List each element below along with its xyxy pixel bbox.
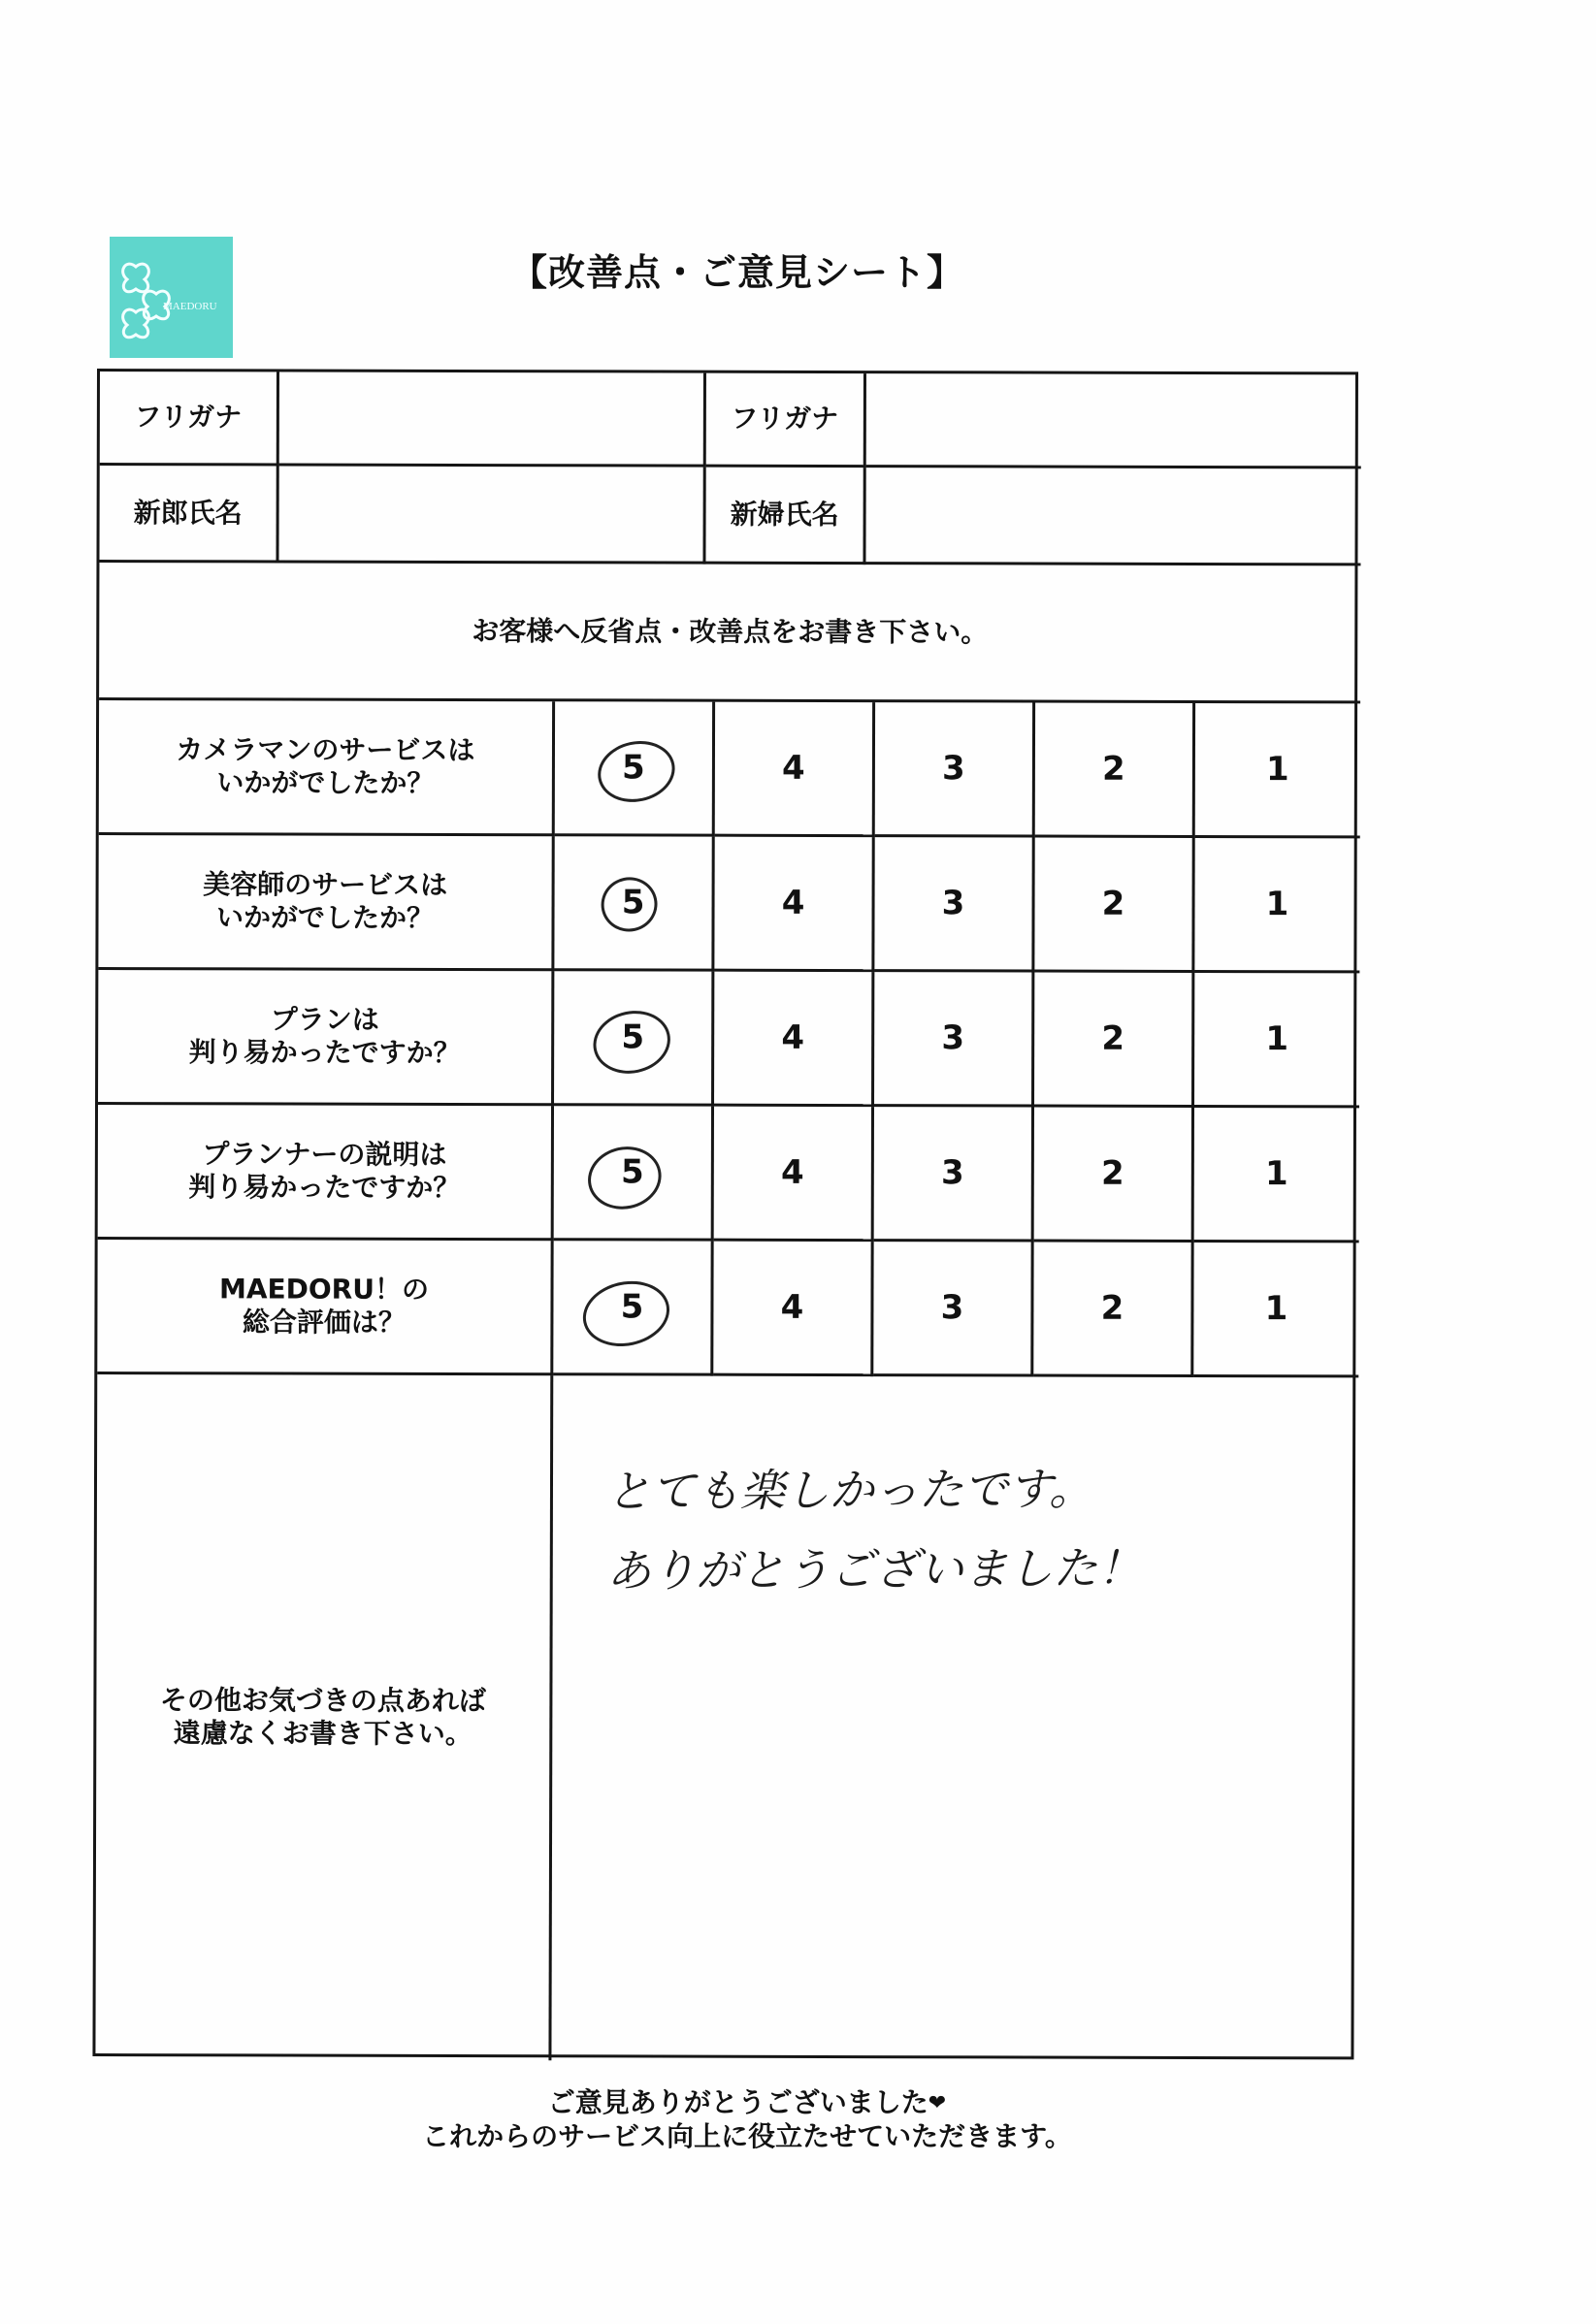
rating-option-4[interactable]: 4 [714,837,874,972]
rating-option-3[interactable]: 3 [873,1242,1033,1376]
question-label: MAEDORU！の 総合評価は？ [97,1240,553,1375]
rating-option-3[interactable]: 3 [874,837,1034,972]
rating-option-4[interactable]: 4 [714,1107,874,1242]
rating-option-5[interactable]: 5 [553,1241,713,1375]
question-label: プランは 判り易かったですか？ [98,970,554,1106]
instruction-text: お客様へ反省点・改善点をお書き下さい。 [99,563,1360,703]
rating-option-4[interactable]: 4 [715,702,875,837]
groom-name-label: 新郎氏名 [99,466,278,563]
rating-option-2[interactable]: 2 [1034,838,1194,973]
rating-option-5[interactable]: 5 [554,1106,714,1241]
rating-option-1[interactable]: 1 [1193,1243,1358,1377]
rating-option-1[interactable]: 1 [1194,838,1359,973]
rating-option-1[interactable]: 1 [1194,973,1359,1108]
rating-option-3[interactable]: 3 [874,1107,1034,1242]
rating-option-3[interactable]: 3 [874,972,1034,1107]
footer-line-2: これからのサービス向上に役立たせていただきます。 [422,2120,1072,2152]
rating-option-2[interactable]: 2 [1033,1243,1193,1377]
rating-option-3[interactable]: 3 [875,702,1035,837]
groom-furigana-label: フリガナ [100,371,279,466]
comments-label: その他お気づきの点あれば 遠慮なくお書き下さい。 [95,1374,553,2060]
rating-option-4[interactable]: 4 [714,972,874,1107]
rating-option-5[interactable]: 5 [554,836,714,971]
feedback-table [92,369,1358,2059]
bride-name-field[interactable] [865,468,1360,565]
rating-option-4[interactable]: 4 [713,1242,873,1376]
logo-text: MAEDORU [163,301,217,312]
question-label: カメラマンのサービスは いかがでしたか？ [99,700,555,836]
rating-option-1[interactable]: 1 [1195,703,1360,838]
question-label: 美容師のサービスは いかがでしたか？ [98,835,554,971]
sheet-title: 【改善点・ご意見シート】 [509,251,964,294]
rating-option-1[interactable]: 1 [1194,1108,1359,1243]
rating-option-5[interactable]: 5 [554,971,714,1106]
footer-thanks [378,2085,1116,2153]
groom-furigana-field[interactable] [279,371,706,467]
rating-option-5[interactable]: 5 [555,701,715,836]
heart-icon: ❤ [928,2091,947,2115]
groom-name-field[interactable] [278,466,705,564]
bride-name-label: 新婦氏名 [705,468,865,565]
bride-furigana-field[interactable] [866,373,1361,468]
rating-option-2[interactable]: 2 [1034,1108,1194,1243]
maedoru-logo [110,237,233,358]
rating-option-2[interactable]: 2 [1034,973,1194,1108]
question-label: プランナーの説明は 判り易かったですか？ [98,1105,554,1241]
footer-line-1: ご意見ありがとうございました [547,2086,928,2118]
handwritten-comment: とても楽しかったです。 ありがとうございました！ [605,1462,1143,1598]
rating-option-2[interactable]: 2 [1035,703,1195,838]
clover-heart-logo-icon [110,237,233,358]
bride-furigana-label: フリガナ [706,373,866,468]
